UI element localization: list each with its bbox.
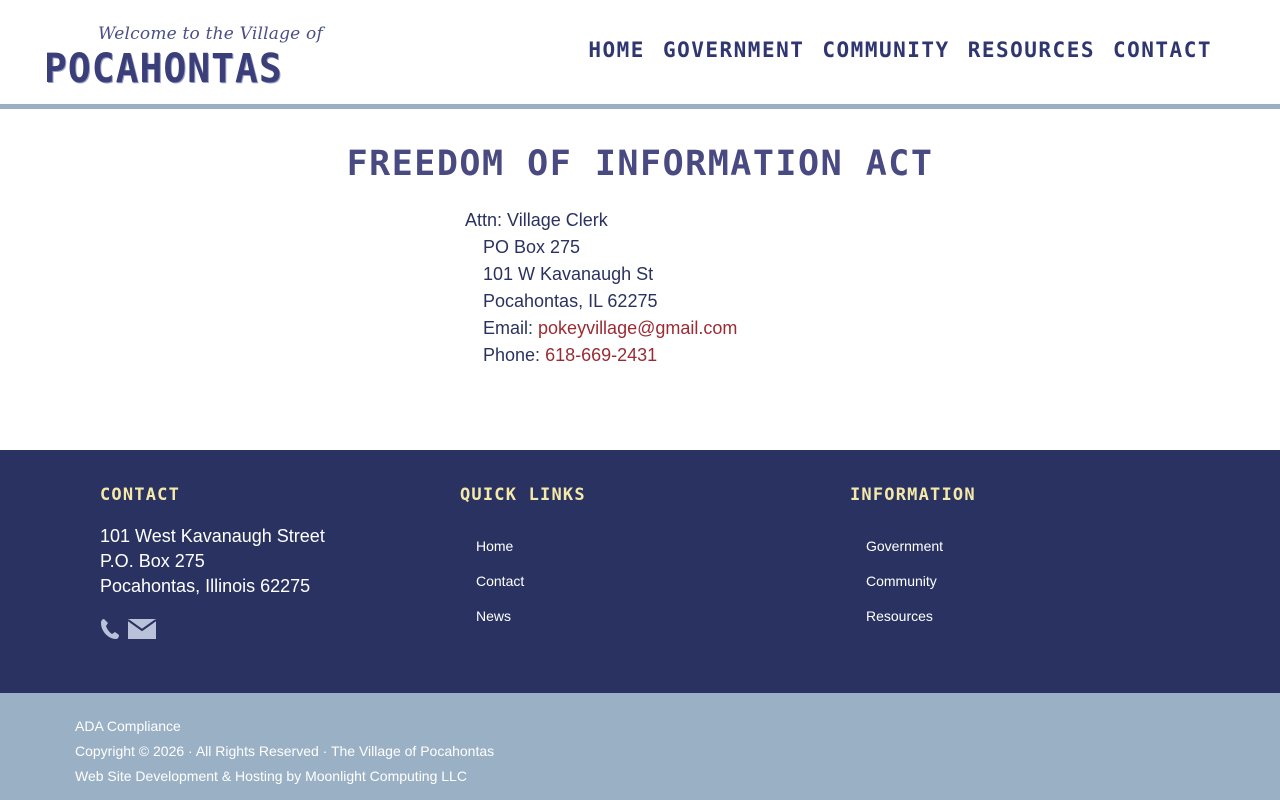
nav-home[interactable]: HOME <box>588 38 645 62</box>
nav-community[interactable]: COMMUNITY <box>822 38 950 62</box>
footer-address-street: 101 West Kavanaugh Street <box>100 526 325 546</box>
footer-address <box>100 524 325 599</box>
info-link-community[interactable]: Community <box>866 573 937 589</box>
site-logo[interactable] <box>44 24 324 92</box>
footer-contact-heading: CONTACT <box>100 485 181 505</box>
copyright-text: Copyright © 2026 · All Rights Reserved · The Village of Pocahontas <box>75 743 495 759</box>
attn-line: Attn: Village Clerk <box>465 210 608 230</box>
quick-link-home[interactable]: Home <box>476 538 514 554</box>
logo-tagline: Welcome to the Village of <box>98 24 323 44</box>
nav-government[interactable]: GOVERNMENT <box>662 38 805 62</box>
phone-line <box>465 342 737 369</box>
foia-address <box>465 207 737 369</box>
footer-information-heading: INFORMATION <box>850 485 976 505</box>
main-nav <box>588 38 1212 62</box>
list-item <box>866 538 943 573</box>
info-link-government[interactable]: Government <box>866 538 944 554</box>
footer-quick-links-heading: QUICK LINKS <box>460 485 586 505</box>
list-item <box>476 538 524 573</box>
site-footer <box>0 450 1280 693</box>
email-link[interactable]: pokeyvillage@gmail.com <box>538 318 738 338</box>
list-item <box>866 608 943 643</box>
list-item <box>476 608 524 643</box>
email-line <box>465 315 737 342</box>
list-item <box>866 573 943 608</box>
footer-contact-icons <box>100 618 156 645</box>
quick-link-news[interactable]: News <box>476 608 512 624</box>
po-box-line: PO Box 275 <box>483 237 581 257</box>
phone-icon[interactable] <box>100 618 120 645</box>
email-label: Email: <box>483 318 534 338</box>
logo-name: POCAHONTAS <box>44 45 283 92</box>
street-line: 101 W Kavanaugh St <box>483 264 654 284</box>
city-line: Pocahontas, IL 62275 <box>483 291 658 311</box>
information-links-list <box>866 538 943 643</box>
page-title: FREEDOM OF INFORMATION ACT <box>346 144 934 184</box>
footer-address-city: Pocahontas, Illinois 62275 <box>100 576 311 596</box>
site-header <box>0 0 1280 104</box>
quick-links-list <box>476 538 524 643</box>
list-item <box>476 573 524 608</box>
mail-icon[interactable] <box>128 619 156 644</box>
nav-contact[interactable]: CONTACT <box>1112 38 1212 62</box>
info-link-resources[interactable]: Resources <box>866 608 933 624</box>
phone-label: Phone: <box>483 345 541 365</box>
phone-link[interactable]: 618-669-2431 <box>545 345 658 365</box>
main-content <box>0 109 1280 450</box>
ada-compliance-link[interactable]: ADA Compliance <box>75 718 181 734</box>
bottom-bar <box>0 693 1280 800</box>
quick-link-contact[interactable]: Contact <box>476 573 525 589</box>
footer-address-pobox: P.O. Box 275 <box>100 551 205 571</box>
developer-credit: Web Site Development & Hosting by Moonlight Computing LLC <box>75 768 467 784</box>
nav-resources[interactable]: RESOURCES <box>967 38 1095 62</box>
